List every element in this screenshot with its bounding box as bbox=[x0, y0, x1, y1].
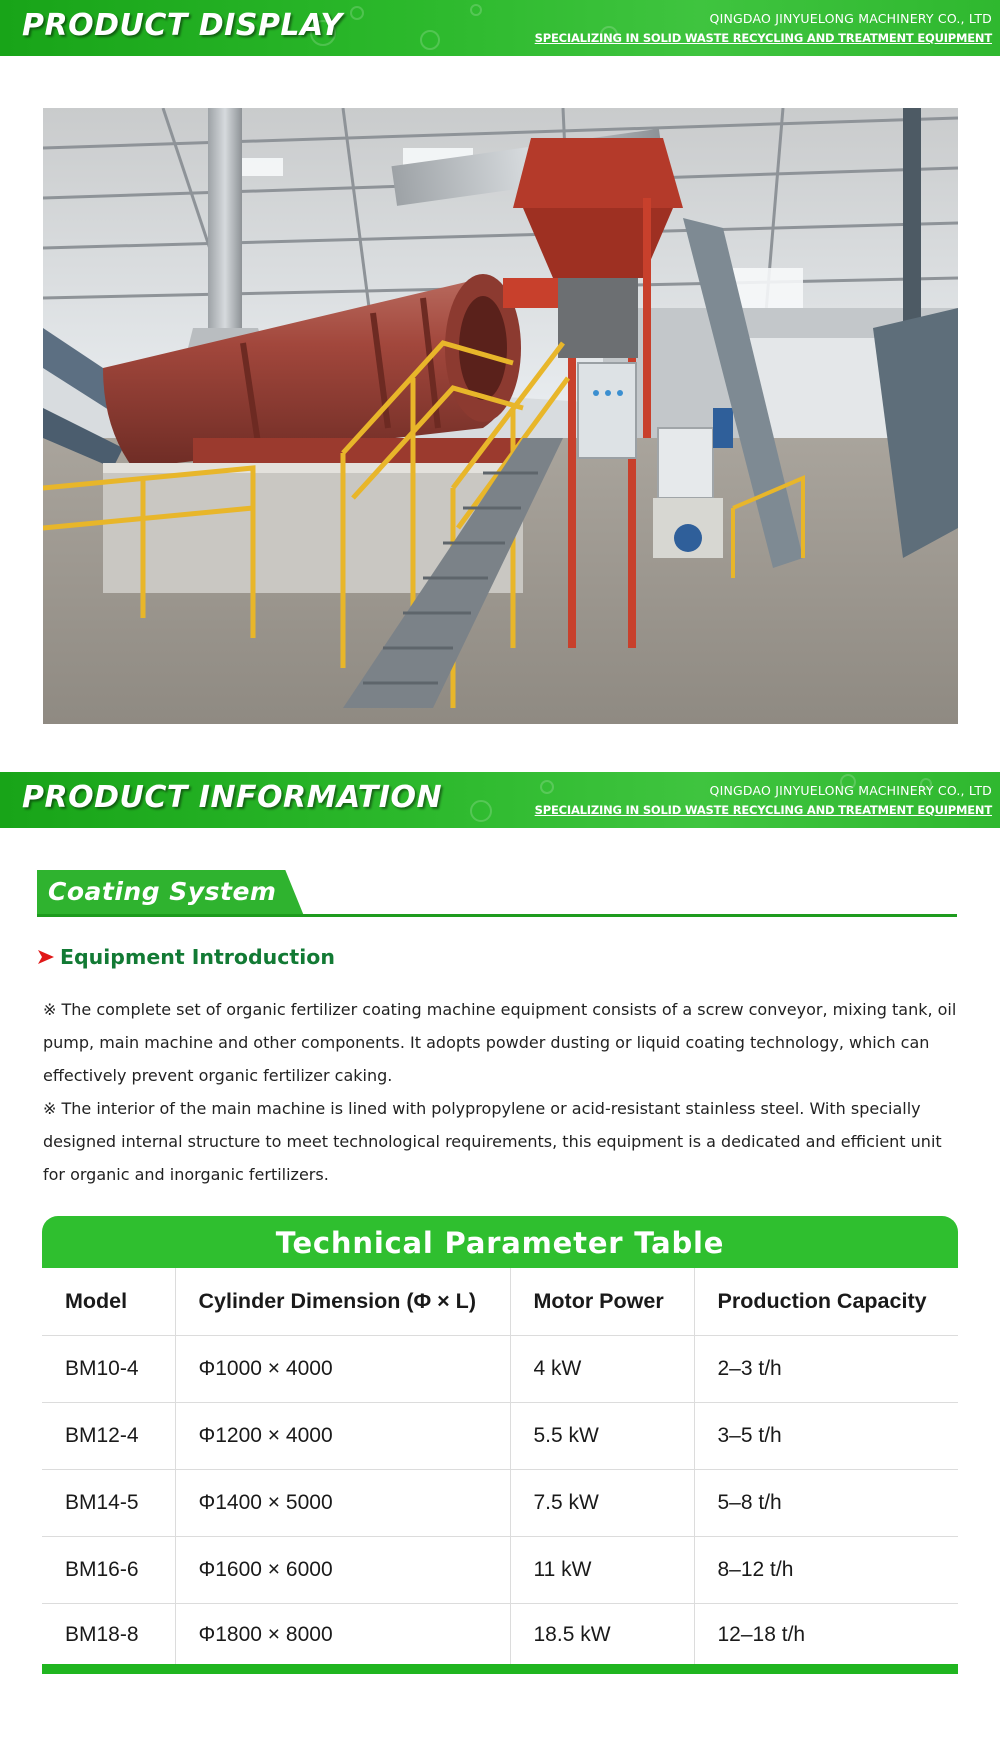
cell-dimension: Φ1400 × 5000 bbox=[175, 1469, 510, 1536]
cell-model: BM18-8 bbox=[65, 1623, 139, 1647]
cell-power: 18.5 kW bbox=[510, 1603, 694, 1667]
cell-dimension: Φ1000 × 4000 bbox=[175, 1335, 510, 1402]
cell-capacity: 3–5 t/h bbox=[694, 1402, 958, 1469]
banner-title: PRODUCT INFORMATION bbox=[22, 780, 443, 815]
table-title: Technical Parameter Table bbox=[275, 1226, 725, 1260]
company-slogan: SPECIALIZING IN SOLID WASTE RECYCLING AND TREATMENT EQUIPMENT bbox=[534, 803, 992, 817]
table-row bbox=[42, 1335, 958, 1402]
product-display-banner bbox=[0, 0, 1000, 56]
parameter-table bbox=[42, 1268, 958, 1667]
company-name: QINGDAO JINYUELONG MACHINERY CO., LTD bbox=[709, 11, 992, 26]
table-header-row bbox=[42, 1268, 958, 1335]
table-row bbox=[42, 1402, 958, 1469]
column-header: Model bbox=[42, 1268, 175, 1335]
cell-model: BM12-4 bbox=[42, 1402, 175, 1469]
cell-dimension: Φ1800 × 8000 bbox=[175, 1603, 510, 1667]
table-row bbox=[42, 1469, 958, 1536]
cell-capacity: 2–3 t/h bbox=[694, 1335, 958, 1402]
cell-power: 11 kW bbox=[510, 1536, 694, 1603]
intro-paragraph: ※ The complete set of organic fertilizer coating machine equipment consists of a screw conveyor, mixing tank, oil pump, main machine and other components. It adopts powder dusting or liquid coating technology, which can effectively prevent organic fertilizer caking. bbox=[43, 1000, 957, 1085]
intro-heading: Equipment Introduction bbox=[60, 945, 335, 969]
cell-dimension: Φ1600 × 6000 bbox=[175, 1536, 510, 1603]
column-header: Production Capacity bbox=[694, 1268, 958, 1335]
cell-capacity: 8–12 t/h bbox=[694, 1536, 958, 1603]
cell-model: BM14-5 bbox=[42, 1469, 175, 1536]
banner-title: PRODUCT DISPLAY bbox=[22, 8, 343, 43]
table-row bbox=[42, 1603, 958, 1667]
section-title: Coating System bbox=[48, 877, 277, 906]
cell-power: 4 kW bbox=[510, 1335, 694, 1402]
cell-model: BM10-4 bbox=[42, 1335, 175, 1402]
cell-power: 5.5 kW bbox=[510, 1402, 694, 1469]
product-photo bbox=[43, 108, 958, 724]
cell-capacity: 12–18 t/h bbox=[694, 1603, 958, 1667]
cell-model: BM16-6 bbox=[42, 1536, 175, 1603]
table-footer-bar bbox=[42, 1664, 958, 1674]
arrow-right-icon bbox=[38, 950, 54, 964]
cell-dimension: Φ1200 × 4000 bbox=[175, 1402, 510, 1469]
intro-text bbox=[43, 993, 961, 1191]
section-divider bbox=[37, 914, 957, 917]
cell-power: 7.5 kW bbox=[510, 1469, 694, 1536]
company-slogan: SPECIALIZING IN SOLID WASTE RECYCLING AND TREATMENT EQUIPMENT bbox=[534, 31, 992, 45]
intro-paragraph: ※ The interior of the main machine is lined with polypropylene or acid-resistant stainless steel. With specially designed internal structure to meet technological requirements, this equipment is a dedicated and efficient unit for organic and inorganic fertilizers. bbox=[43, 1099, 942, 1184]
cell-capacity: 5–8 t/h bbox=[694, 1469, 958, 1536]
column-header: Motor Power bbox=[510, 1268, 694, 1335]
company-name: QINGDAO JINYUELONG MACHINERY CO., LTD bbox=[709, 783, 992, 798]
table-row bbox=[42, 1536, 958, 1603]
column-header: Cylinder Dimension (Φ × L) bbox=[175, 1268, 510, 1335]
product-information-banner bbox=[0, 772, 1000, 828]
